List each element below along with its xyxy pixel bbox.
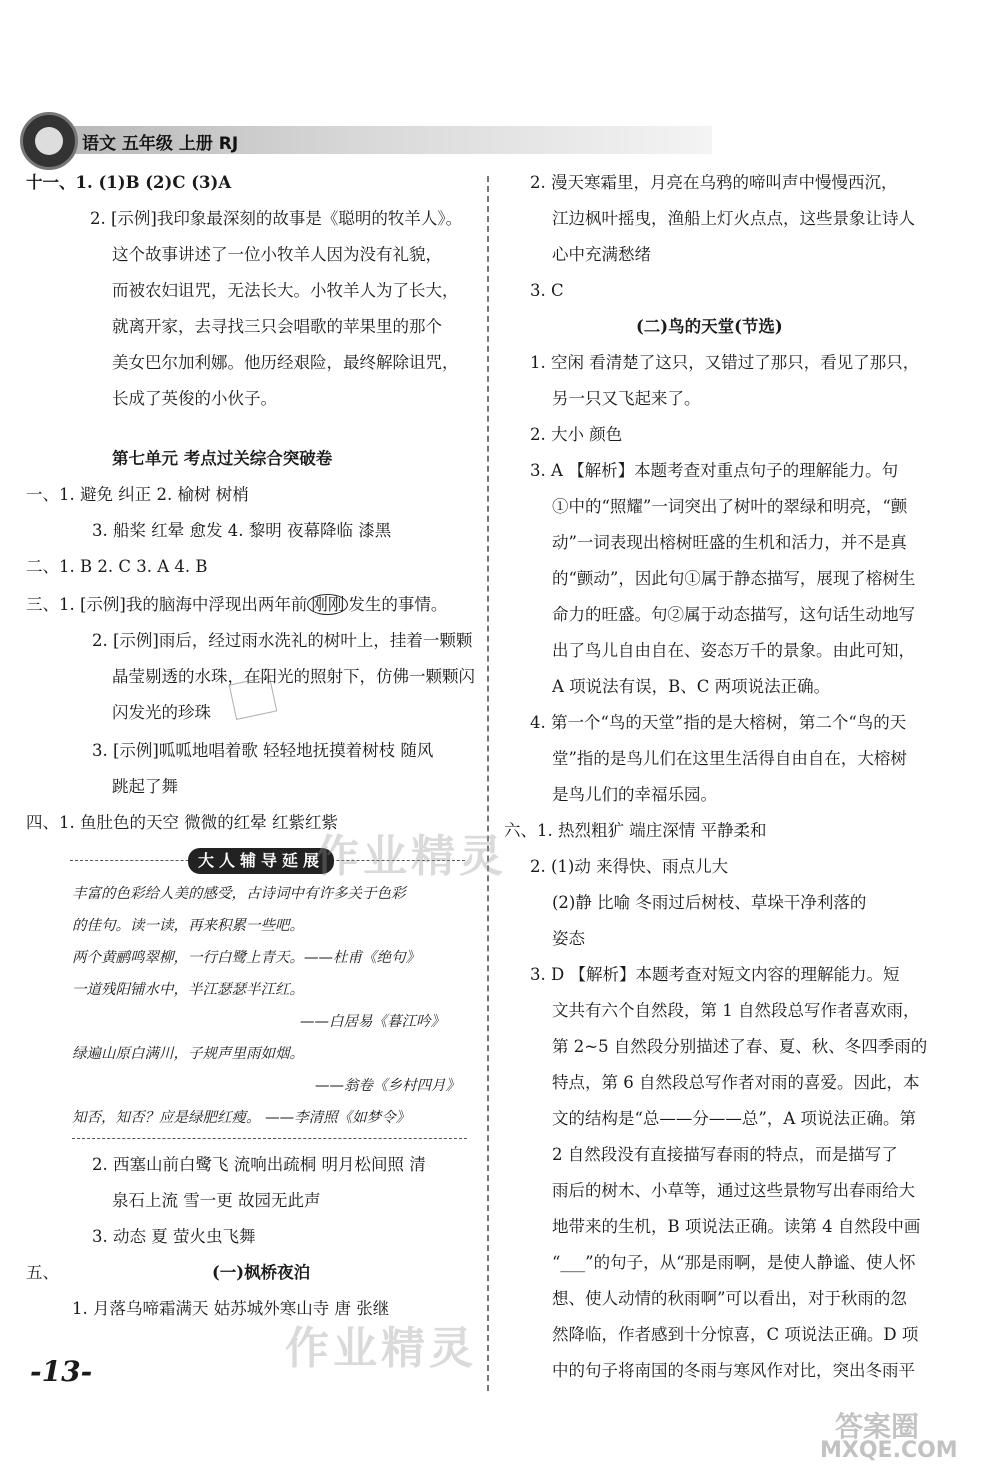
right-answer-2-line: 心中充满愁绪 [552, 245, 651, 264]
answer-6-3-line: 特点，第 6 自然段总写作者对雨的喜爱。因此，本 [552, 1073, 920, 1092]
answer-6-3-line: 文的结构是“总——分——总”，A 项说法正确。第 [552, 1109, 917, 1128]
answer-11-2-line: 长成了英俊的小伙子。 [112, 389, 277, 408]
answer-6-3-line: 中的句子将南国的冬雨与寒风作对比，突出冬雨平 [552, 1361, 915, 1380]
answer-5-1: 1. 月落乌啼霜满天 姑苏城外寒山寺 唐 张继 [72, 1299, 390, 1318]
q3-line: 的“颤动”，因此句①属于静态描写，展现了榕树生 [552, 569, 916, 588]
answer-6-3-line: 文共有六个自然段，第 1 自然段总写作者喜欢雨， [552, 1001, 920, 1020]
q4-line: 4. 第一个“鸟的天堂”指的是大榕树，第二个“鸟的天 [530, 713, 907, 732]
q3-line: 动”一词表现出榕树旺盛的生机和活力，并不是真 [552, 533, 907, 552]
answer-3-1: 三、1. [示例]我的脑海中浮现出两年前 刚刚 发生的事情。 [26, 595, 448, 614]
tip-rule-bottom [72, 1138, 467, 1139]
q3-line: 3. A 【解析】本题考查对重点句子的理解能力。句 [530, 461, 899, 480]
right-answer-2-line: 江边枫叶摇曳，渔船上灯火点点，这些景象让诗人 [552, 209, 915, 228]
answer-6-2-line: (2)静 比喻 冬雨过后树枝、草垛干净利落的 [552, 893, 867, 912]
answer-3-3-line: 3. [示例]呱呱地唱着歌 轻轻地抚摸着树枝 随风 [92, 741, 434, 760]
q4-line: 堂”指的是鸟儿们在这里生活得自由自在，大榕树 [552, 749, 907, 768]
watermark-site-cn: 答案圈 [835, 1410, 920, 1443]
answer-6-3-line: 第 2~5 自然段分别描述了春、夏、秋、冬四季雨的 [552, 1037, 928, 1056]
answer-3-2-line: 闪发光的珍珠 [112, 703, 211, 722]
right-answer-3: 3. C [530, 281, 564, 300]
subsection-2-title: (二)鸟的天堂(节选) [636, 317, 783, 336]
answer-6-3-line: 地带来的生机，B 项说法正确。读第 4 自然段中画 [552, 1217, 921, 1236]
answer-3-2-line: 2. [示例]雨后，经过雨水洗礼的树叶上，挂着一颗颗 [92, 631, 473, 650]
watermark-text: 作业精灵 [285, 1323, 477, 1374]
section-5-title: (一)枫桥夜泊 [212, 1263, 311, 1282]
answer-11-2-line: 2. [示例]我印象最深刻的故事是《聪明的牧羊人》。 [90, 209, 463, 228]
column-divider [487, 176, 489, 1391]
tip-line: ——翁卷《乡村四月》 [315, 1078, 460, 1094]
answer-3-3-line: 跳起了舞 [112, 777, 178, 796]
tip-line: 知否，知否？应是绿肥红瘦。 ——李清照《如梦令》 [72, 1110, 411, 1126]
answer-6-3-line: 然降临，作者感到十分惊喜，C 项说法正确。D 项 [552, 1325, 919, 1344]
q3-line: 出了鸟儿自由自在、姿态万千的景象。由此可知， [552, 641, 915, 660]
answer-6-2-line: 2. (1)动 来得快、雨点儿大 [530, 857, 729, 876]
answer-4-3: 3. 动态 夏 萤火虫飞舞 [92, 1227, 256, 1246]
answer-4-2-line: 2. 西塞山前白鹭飞 流响出疏桐 明月松间照 清 [92, 1155, 426, 1174]
answer-2: 二、1. B 2. C 3. A 4. B [26, 557, 208, 576]
tip-title-label: 大人辅导延展 [188, 848, 334, 874]
right-answer-2-line: 2. 漫天寒霜里，月亮在乌鸦的啼叫声中慢慢西沉， [530, 173, 898, 192]
tip-line: 丰富的色彩给人美的感受，古诗词中有许多关于色彩 [72, 886, 406, 902]
answer-11-2-line: 这个故事讲述了一位小牧羊人因为没有礼貌， [112, 245, 442, 264]
tip-line: 一道残阳铺水中，半江瑟瑟半江红。 [72, 982, 304, 998]
q2: 2. 大小 颜色 [530, 425, 623, 444]
answer-6-3-line: 2 自然段没有直接描写春雨的特点，而是描写了 [552, 1145, 898, 1164]
watermark-text: 作业精灵 [315, 831, 507, 882]
answer-6-3-line: 雨后的树木、小草等，通过这些景物写出春雨给大 [552, 1181, 915, 1200]
q4-line: 是鸟儿们的幸福乐园。 [552, 785, 717, 804]
answer-11-2-line: 而被农妇诅咒，无法长大。小牧羊人为了长大， [112, 281, 459, 300]
unit-title: 第七单元 考点过关综合突破卷 [112, 449, 333, 468]
header-title: 语文 五年级 上册 RJ [82, 134, 239, 154]
answer-1-line: 一、1. 避免 纠正 2. 榆树 树梢 [26, 485, 249, 504]
tip-line: ——白居易《暮江吟》 [300, 1014, 445, 1030]
answer-3-2-line: 晶莹剔透的水珠，在阳光的照射下，仿佛一颗颗闪 [112, 667, 475, 686]
answer-4-1: 四、1. 鱼肚色的天空 微微的红晕 红紫红紫 [26, 813, 338, 832]
tip-line: 两个黄鹂鸣翠柳，一行白鹭上青天。——杜甫《绝句》 [72, 950, 420, 966]
answer-6-3-line: 想、使人动情的秋雨啊”可以看出，对于秋雨的忽 [552, 1289, 907, 1308]
q3-line: 命力的旺盛。句②属于动态描写，这句话生动地写 [552, 605, 915, 624]
answer-6-3-line: “___”的句子，从“那是雨啊，是使人静谧、使人怀 [552, 1253, 916, 1272]
stamp-watermark [229, 676, 278, 720]
watermark-site: MXQE.COM [820, 1438, 958, 1463]
answer-1-line: 3. 船桨 红晕 愈发 4. 黎明 夜幕降临 漆黑 [92, 521, 392, 540]
answer-11-2-line: 就离开家，去寻找三只会唱歌的苹果里的那个 [112, 317, 442, 336]
tip-line: 的佳句。读一读，再来积累一些吧。 [72, 918, 304, 934]
page-header [20, 112, 980, 170]
tip-line: 绿遍山原白满川，子规声里雨如烟。 [72, 1046, 304, 1062]
answer-6-3-line: 3. D 【解析】本题考查对短文内容的理解能力。短 [530, 965, 900, 984]
q3-line: A 项说法有误，B、C 两项说法正确。 [552, 677, 831, 696]
publisher-logo-icon [20, 112, 78, 170]
answer-4-2-line: 泉石上流 雪一更 故园无此声 [112, 1191, 321, 1210]
q3-line: ①中的“照耀”一词突出了树叶的翠绿和明亮，“颤 [552, 497, 908, 516]
q1-line: 另一只又飞起来了。 [552, 389, 701, 408]
answer-6-2-line: 姿态 [552, 929, 585, 948]
answer-11-1: 十一、1. (1)B (2)C (3)A [26, 173, 232, 192]
answer-6-1: 六、1. 热烈粗犷 端庄深情 平静柔和 [504, 821, 767, 840]
section-5-label: 五、 [26, 1263, 59, 1282]
answer-11-2-line: 美女巴尔加利娜。他历经艰险，最终解除诅咒， [112, 353, 459, 372]
page-number: -13- [30, 1355, 93, 1388]
circled-word: 刚刚 [307, 594, 348, 615]
q1-line: 1. 空闲 看清楚了这只，又错过了那只，看见了那只， [530, 353, 920, 372]
